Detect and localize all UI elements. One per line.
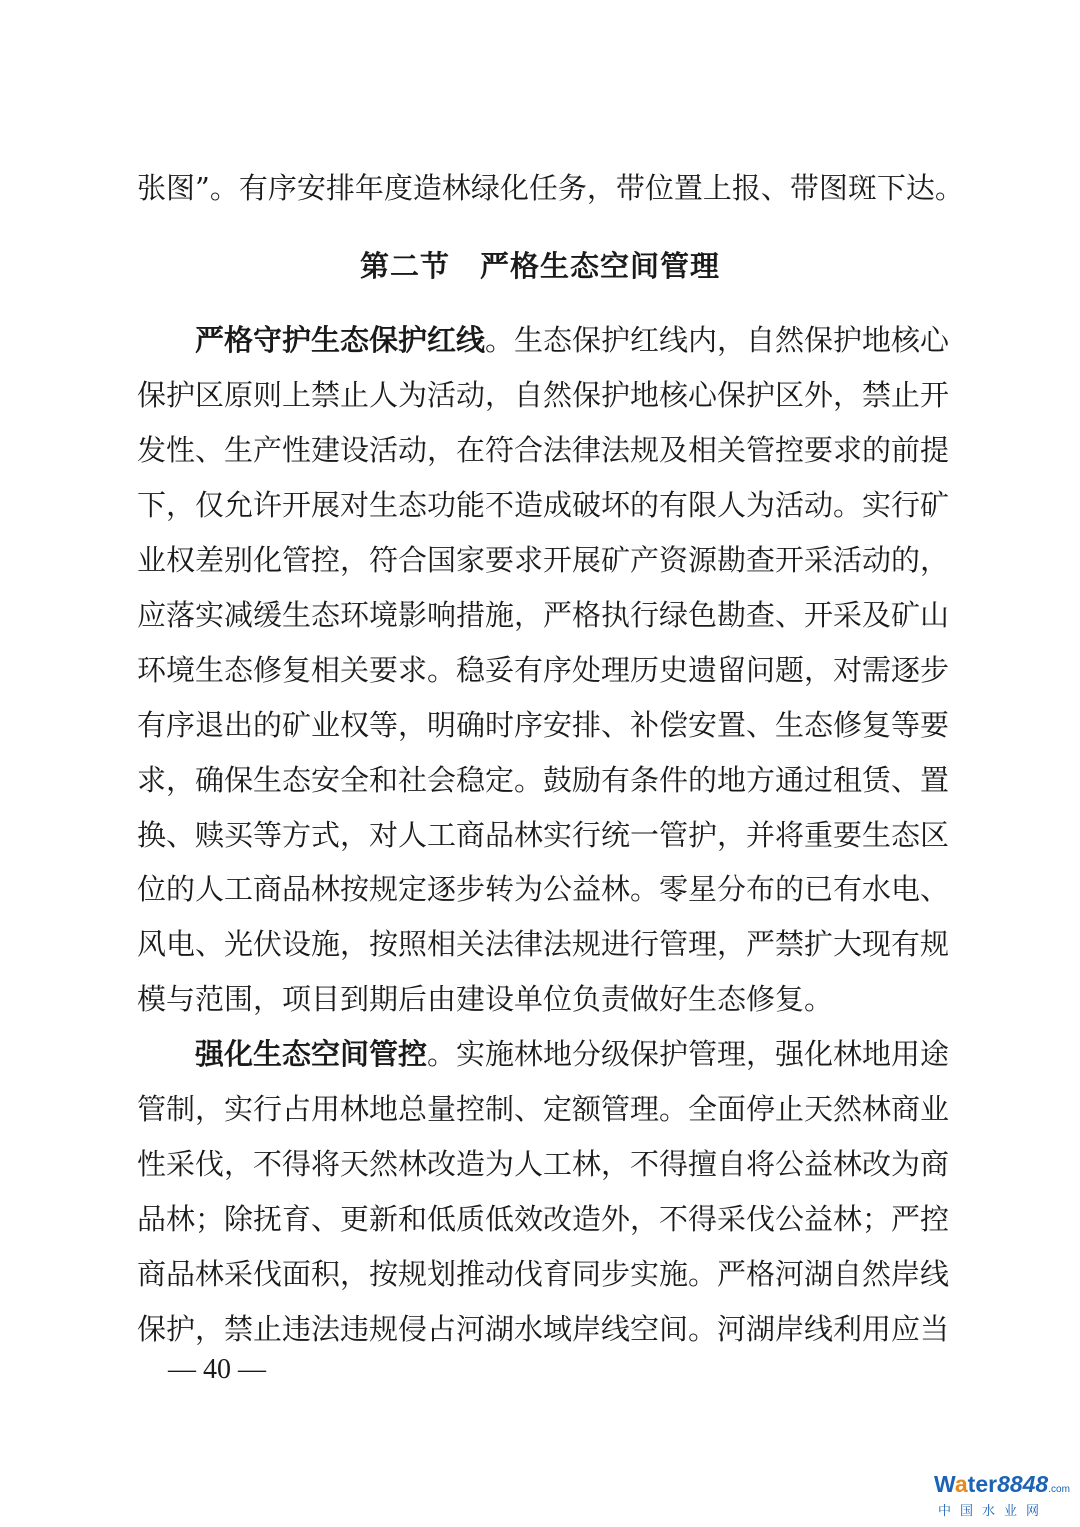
watermark-ter: ter [967,1471,998,1497]
paragraph1-line: 保护区原则上禁止人为活动，自然保护地核心保护区外，禁止开 [137,378,950,412]
paragraph2-line: 商品林采伐面积，按规划推动伐育同步实施。严格河湖自然岸线 [137,1257,950,1291]
page-number: — 40 — [168,1354,266,1385]
paragraph2-first-line-text: 。实施林地分级保护管理，强化林地用途 [427,1037,950,1071]
paragraph2-line: 管制，实行占用林地总量控制、定额管理。全面停止天然林商业 [137,1092,950,1126]
paragraph1-line: 位的人工商品林按规定逐步转为公益林。零星分布的已有水电、 [137,872,950,906]
paragraph1-line: 发性、生产性建设活动，在符合法律法规及相关管控要求的前提 [137,433,950,467]
paragraph2-lead: 强化生态空间管控 [195,1037,428,1071]
paragraph2-first-line [195,1034,950,1074]
paragraph1-line: 风电、光伏设施，按照相关法律法规进行管理，严禁扩大现有规 [137,927,950,961]
paragraph1-line: 有序退出的矿业权等，明确时序安排、补偿安置、生态修复等要 [137,708,950,742]
watermark-subtitle: 中国水业网 [938,1504,1049,1519]
paragraph1-line: 换、赎买等方式，对人工商品林实行统一管护，并将重要生态区 [137,818,950,852]
watermark-number: 8848 [997,1471,1049,1497]
paragraph1-line: 应落实减缓生态环境影响措施，严格执行绿色勘查、开采及矿山 [137,598,950,632]
paragraph2-line: 性采伐，不得将天然林改造为人工林，不得擅自将公益林改为商 [137,1147,950,1181]
paragraph1-line: 模与范围，项目到期后由建设单位负责做好生态修复。 [137,982,834,1016]
watermark-logo [934,1471,1072,1521]
watermark-brand [934,1471,1072,1503]
watermark-w: W [934,1471,955,1497]
continuation-line: 张图”。有序安排年度造林绿化任务，带位置上报、带图斑下达。 [137,171,964,205]
paragraph1-first-line-text: 。生态保护红线内，自然保护地核心 [485,323,950,357]
paragraph2-line: 品林；除抚育、更新和低质低效改造外，不得采伐公益林；严控 [137,1202,950,1236]
paragraph1-line: 下，仅允许开展对生态功能不造成破坏的有限人为活动。实行矿 [137,488,950,522]
paragraph1-line: 求，确保生态安全和社会稳定。鼓励有条件的地方通过租赁、置 [137,763,950,797]
watermark-com: .com [1048,1484,1070,1495]
paragraph2-line: 保护，禁止违法违规侵占河湖水域岸线空间。河湖岸线利用应当 [137,1312,950,1346]
paragraph1-first-line [195,320,950,360]
paragraph1-lead: 严格守护生态保护红线 [195,323,486,357]
section-heading: 第二节 严格生态空间管理 [359,249,720,283]
paragraph1-line: 业权差别化管控，符合国家要求开展矿产资源勘查开采活动的， [137,543,950,577]
paragraph1-line: 环境生态修复相关要求。稳妥有序处理历史遗留问题，对需逐步 [137,653,950,687]
watermark-a: a [954,1471,968,1497]
